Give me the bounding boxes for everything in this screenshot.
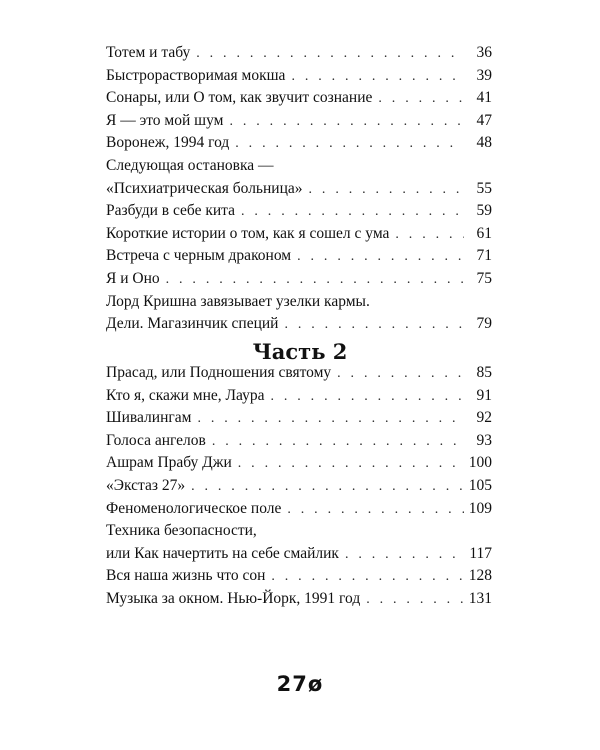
dot-leader — [196, 43, 464, 66]
dot-leader — [337, 363, 464, 386]
dot-leader — [345, 544, 464, 567]
toc-entry-page: 131 — [468, 589, 492, 607]
toc-entry-title: Следующая остановка — — [106, 156, 274, 174]
toc-entry-page: 117 — [469, 544, 492, 562]
toc-entry-page: 75 — [476, 269, 492, 287]
dot-leader — [287, 499, 464, 522]
toc-entry-page: 59 — [476, 202, 492, 220]
toc-entry-page: 39 — [476, 66, 492, 84]
toc-entry-continued — [106, 520, 492, 543]
toc-entry-title: или Как начертить на себе смайлик — [106, 544, 339, 562]
toc-entry — [106, 543, 492, 566]
toc-entry-title: Разбуди в себе кита — [106, 202, 235, 220]
toc-entry-title: Короткие истории о том, как я сошел с ума — [106, 224, 390, 242]
dot-leader — [166, 269, 464, 292]
toc-entry-title: Голоса ангелов — [106, 431, 206, 449]
toc-entry — [106, 452, 492, 475]
dot-leader — [366, 589, 464, 612]
toc-entry-page: 105 — [468, 476, 492, 494]
toc-entry — [106, 588, 492, 611]
toc-entry-page: 92 — [476, 409, 492, 427]
toc-entry — [106, 313, 492, 336]
toc-entry-title: Феноменологическое поле — [106, 499, 282, 517]
toc-entry-page: 47 — [476, 111, 492, 129]
toc-entry — [106, 200, 492, 223]
toc-entry-title: Воронеж, 1994 год — [106, 134, 230, 152]
toc-entry-page: 100 — [468, 454, 492, 472]
dot-leader — [191, 476, 464, 499]
toc-entry — [106, 245, 492, 268]
toc-entry — [106, 132, 492, 155]
toc-entry-continued — [106, 291, 492, 314]
toc-entry — [106, 178, 492, 201]
toc-entry-title: Тотем и табу — [106, 44, 191, 61]
toc-entry-title: Прасад, или Подношения святому — [106, 364, 332, 381]
dot-leader — [309, 179, 464, 202]
dot-leader — [297, 246, 464, 269]
toc-entry-page: 71 — [476, 247, 492, 265]
toc-entry-title: Вся наша жизнь что сон — [106, 567, 266, 585]
dot-leader — [212, 431, 464, 454]
toc-entry — [106, 223, 492, 246]
toc-entry — [106, 110, 492, 133]
toc-entry-page: 91 — [476, 386, 492, 404]
toc-entry — [106, 65, 492, 88]
page-number: 27ø — [276, 672, 324, 696]
toc-entry — [106, 362, 492, 385]
toc-entry — [106, 42, 492, 65]
toc-entry-title: Техника безопасности, — [106, 522, 257, 540]
toc-entry — [106, 87, 492, 110]
dot-leader — [235, 133, 464, 156]
toc-part-1 — [106, 42, 492, 336]
toc-entry-title: Дели. Магазинчик специй — [106, 315, 279, 333]
toc-entry-title: Встреча с черным драконом — [106, 247, 292, 265]
toc-entry-page: 85 — [476, 364, 492, 381]
dot-leader — [241, 201, 464, 224]
dot-leader — [378, 88, 464, 111]
toc-entry — [106, 430, 492, 453]
toc-entry-title: Кто я, скажи мне, Лаура — [106, 386, 265, 404]
toc-entry — [106, 385, 492, 408]
dot-leader — [284, 314, 464, 337]
toc-entry-title: «Экстаз 27» — [106, 476, 186, 494]
toc-entry — [106, 475, 492, 498]
dot-leader — [395, 224, 464, 247]
toc-entry-page: 109 — [468, 499, 492, 517]
toc-entry-title: Быстрорастворимая мокша — [106, 66, 286, 84]
toc-entry — [106, 498, 492, 521]
toc-entry-title: Ашрам Прабу Джи — [106, 454, 232, 472]
toc-entry-page: 55 — [476, 179, 492, 197]
toc-entry-page: 128 — [468, 567, 492, 585]
toc-part-2 — [106, 362, 492, 611]
toc-entry-page: 79 — [476, 315, 492, 333]
toc-entry — [106, 268, 492, 291]
dot-leader — [238, 453, 464, 476]
toc-entry-page: 48 — [476, 134, 492, 152]
toc-entry-title: Музыка за окном. Нью-Йорк, 1991 год — [106, 589, 361, 607]
toc-entry-page: 93 — [476, 431, 492, 449]
toc-entry-title: Лорд Кришна завязывает узелки кармы. — [106, 292, 370, 310]
toc-entry-page: 41 — [476, 89, 492, 107]
dot-leader — [197, 408, 464, 431]
toc-entry-title: Я — это мой шум — [106, 111, 224, 129]
toc-entry-page: 36 — [476, 44, 492, 61]
toc-entry-continued — [106, 155, 492, 178]
toc-entry-page: 61 — [476, 224, 492, 242]
dot-leader — [271, 566, 464, 589]
toc-entry — [106, 407, 492, 430]
toc-entry — [106, 565, 492, 588]
dot-leader — [291, 66, 464, 89]
toc-entry-title: Шивалингам — [106, 409, 192, 427]
toc-entry-title: Я и Оно — [106, 269, 160, 287]
dot-leader — [270, 386, 464, 409]
dot-leader — [229, 111, 464, 134]
toc-entry-title: Сонары, или О том, как звучит сознание — [106, 89, 373, 107]
part-2-heading: Часть 2 — [252, 339, 348, 364]
toc-entry-title: «Психиатрическая больница» — [106, 179, 303, 197]
